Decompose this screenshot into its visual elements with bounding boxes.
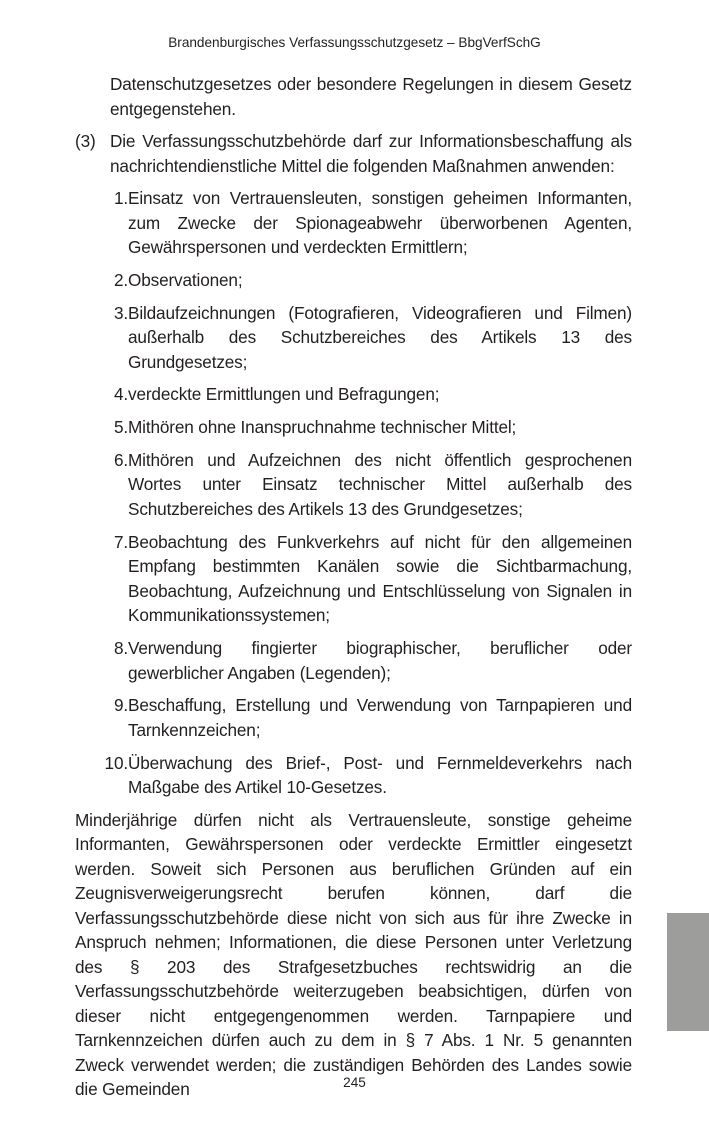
item-number: 5. — [113, 417, 128, 438]
measures-list — [75, 186, 632, 800]
list-item — [75, 693, 632, 742]
list-item — [75, 415, 632, 440]
item-text: Verwendung fingierter biographischer, beruflicher oder gewerblicher Angaben (Legenden); — [128, 638, 632, 683]
item-text: Beschaffung, Erstellung und Verwendung von Tarnpapieren und Tarnkennzeichen; — [128, 695, 632, 740]
list-item — [75, 301, 632, 375]
item-number: 8. — [113, 638, 128, 659]
item-number: 9. — [113, 695, 128, 716]
list-item — [75, 636, 632, 685]
item-text: Mithören ohne Inanspruchnahme technischer Mittel; — [128, 417, 517, 438]
item-number: 4. — [113, 384, 128, 405]
item-text: Mithören und Aufzeichnen des nicht öffentlich gesprochenen Wortes unter Einsatz technischer Mittel außerhalb des Schutzbereiches des Artikels 13 des Grundgesetzes; — [128, 449, 632, 519]
paragraph-3 — [75, 129, 632, 178]
paragraph-text: Die Verfassungsschutzbehörde darf zur Informationsbeschaffung als nachrichtendienstliche Mittel die folgenden Maßnahmen anwenden: — [110, 131, 632, 176]
list-item — [75, 382, 632, 407]
page-number: 245 — [343, 1075, 366, 1090]
item-number: 3. — [113, 302, 128, 323]
item-text: Bildaufzeichnungen (Fotografieren, Videografieren und Filmen) außerhalb des Schutzbereiches des Artikels 13 des Grundgesetzes; — [128, 302, 632, 372]
item-text: Beobachtung des Funkverkehrs auf nicht für den allgemeinen Empfang bestimmten Kanälen sowie die Sichtbarmachung, Beobachtung, Aufzeichnung und Entschlüsselung von Signalen in Kommunikationssystemen; — [128, 531, 632, 626]
item-number: 2. — [113, 269, 128, 290]
item-number: 7. — [113, 531, 128, 552]
item-text: Einsatz von Vertrauensleuten, sonstigen geheimen Informanten, zum Zwecke der Spionageabwehr überworbenen Agenten, Gewährspersonen und verdeckten Ermittlern; — [128, 188, 632, 257]
item-number: 6. — [113, 449, 128, 470]
continuation-text: Datenschutzgesetzes oder besondere Regelungen in diesem Gesetz entgegenstehen. — [110, 74, 632, 119]
closing-paragraph: Minderjährige dürfen nicht als Vertrauensleute, sonstige geheime Informanten, Gewährspersonen oder verdeckte Ermittler eingesetzt werden. Soweit sich Personen aus beruflichen Gründen auf ein Zeugnisverweigerungsrecht berufen können, darf die Verfassungsschutzbehörde diese nicht von sich aus für ihre Zwecke in Anspruch nehmen; Informationen, die diese Personen unter Verletzung des § 203 des Strafgesetzbuches rechtswidrig an die Verfassungsschutzbehörde weiterzugeben beabsichtigen, dürfen von dieser nicht entgegengenommen werden. Tarnpapiere und Tarnkennzeichen dürfen auch zu dem in § 7 Abs. 1 Nr. 5 genannten Zweck verwendet werden; die zuständigen Behörden des Landes sowie die Gemeinden — [75, 809, 632, 1100]
list-item — [75, 268, 632, 293]
thumb-index-tab — [667, 913, 709, 1031]
list-item — [75, 448, 632, 522]
document-body — [75, 72, 632, 1102]
paragraph-number: (3) — [75, 131, 96, 151]
list-item — [75, 751, 632, 800]
item-text: Überwachung des Brief-, Post- und Fernmeldeverkehrs nach Maßgabe des Artikel 10-Gesetzes. — [128, 752, 632, 798]
item-text: Observationen; — [128, 269, 243, 290]
item-number: 1. — [113, 188, 128, 208]
list-item — [75, 186, 632, 260]
list-item — [75, 530, 632, 628]
item-number: 10. — [104, 752, 128, 773]
running-header: Brandenburgisches Verfassungsschutzgesetz – BbgVerfSchG — [168, 35, 541, 50]
item-text: verdeckte Ermittlungen und Befragungen; — [128, 384, 440, 405]
